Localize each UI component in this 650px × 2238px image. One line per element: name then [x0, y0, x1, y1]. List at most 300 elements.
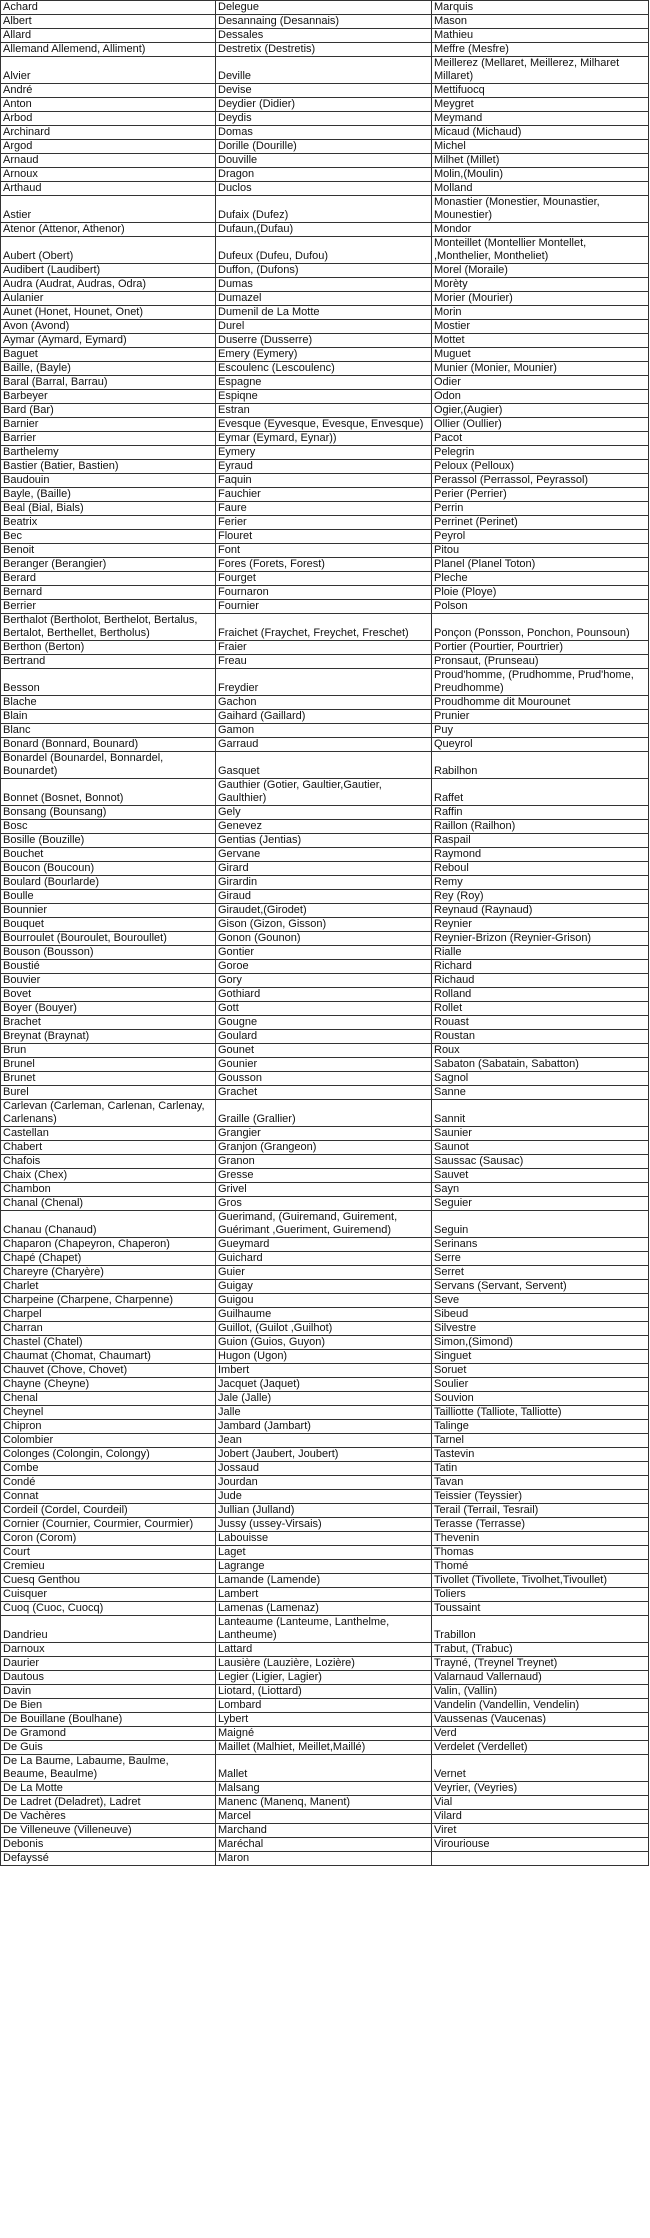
surname-cell-col-2: Manenc (Manenq, Manent): [216, 1796, 432, 1810]
surname-cell-col-3: Reynaud (Raynaud): [432, 904, 649, 918]
surname-cell-col-2: Jale (Jalle): [216, 1392, 432, 1406]
surname-cell-col-2: Estran: [216, 404, 432, 418]
surname-cell-col-2: Freydier: [216, 669, 432, 696]
table-row: [1, 1155, 649, 1169]
surname-cell-col-2: Lybert: [216, 1713, 432, 1727]
table-row: [1, 1755, 649, 1782]
surname-cell-col-1: Arnaud: [1, 154, 216, 168]
surname-cell-col-2: Gounier: [216, 1058, 432, 1072]
surname-cell-col-2: Jossaud: [216, 1462, 432, 1476]
surname-cell-col-1: Arthaud: [1, 182, 216, 196]
surname-cell-col-3: Sibeud: [432, 1308, 649, 1322]
surname-cell-col-3: Portier (Pourtier, Pourtrier): [432, 641, 649, 655]
table-row: [1, 641, 649, 655]
table-row: [1, 710, 649, 724]
surname-cell-col-2: Gentias (Jentias): [216, 834, 432, 848]
surname-cell-col-2: Lattard: [216, 1643, 432, 1657]
surname-cell-col-1: Court: [1, 1546, 216, 1560]
surname-cell-col-2: Fores (Forets, Forest): [216, 558, 432, 572]
surname-cell-col-3: Morin: [432, 306, 649, 320]
surname-cell-col-2: Jobert (Jaubert, Joubert): [216, 1448, 432, 1462]
surname-cell-col-1: Berthon (Berton): [1, 641, 216, 655]
surname-cell-col-3: Rabilhon: [432, 752, 649, 779]
surname-cell-col-1: Chaix (Chex): [1, 1169, 216, 1183]
surname-cell-col-2: Flouret: [216, 530, 432, 544]
surname-cell-col-3: Rolland: [432, 988, 649, 1002]
table-row: [1, 1434, 649, 1448]
table-row: [1, 112, 649, 126]
surname-cell-col-2: Graille (Grallier): [216, 1100, 432, 1127]
surname-cell-col-1: Chapé (Chapet): [1, 1252, 216, 1266]
surname-cell-col-2: Font: [216, 544, 432, 558]
surname-cell-col-3: Mathieu: [432, 29, 649, 43]
surname-cell-col-1: Defayssé: [1, 1852, 216, 1866]
table-row: [1, 960, 649, 974]
table-row: [1, 544, 649, 558]
surname-cell-col-1: Aymar (Aymard, Eymard): [1, 334, 216, 348]
table-row: [1, 1364, 649, 1378]
surname-cell-col-3: Munier (Monier, Mounier): [432, 362, 649, 376]
surname-cell-col-2: Jussy (ussey-Virsais): [216, 1518, 432, 1532]
surname-cell-col-1: Chanal (Chenal): [1, 1197, 216, 1211]
surname-cell-col-3: Puy: [432, 724, 649, 738]
surname-cell-col-1: Allard: [1, 29, 216, 43]
surname-cell-col-2: Legier (Ligier, Lagier): [216, 1671, 432, 1685]
table-row: [1, 1058, 649, 1072]
table-row: [1, 1072, 649, 1086]
surname-cell-col-1: Bard (Bar): [1, 404, 216, 418]
surname-cell-col-2: Granjon (Grangeon): [216, 1141, 432, 1155]
surname-cell-col-1: De Vachères: [1, 1810, 216, 1824]
surname-cell-col-1: Beranger (Berangier): [1, 558, 216, 572]
surname-cell-col-3: Mostier: [432, 320, 649, 334]
surname-cell-col-2: Granon: [216, 1155, 432, 1169]
table-row: [1, 84, 649, 98]
table-row: [1, 362, 649, 376]
surname-cell-col-2: Maillet (Malhiet, Meillet,Maillé): [216, 1741, 432, 1755]
surname-cell-col-2: Jourdan: [216, 1476, 432, 1490]
surname-cell-col-1: Condé: [1, 1476, 216, 1490]
table-row: [1, 974, 649, 988]
table-row: [1, 848, 649, 862]
surname-cell-col-2: Goulard: [216, 1030, 432, 1044]
surname-cell-col-3: Sabaton (Sabatain, Sabatton): [432, 1058, 649, 1072]
surname-cell-col-1: Chareyre (Charyère): [1, 1266, 216, 1280]
surname-cell-col-1: Allemand Allemend, Alliment): [1, 43, 216, 57]
surname-cell-col-3: Roustan: [432, 1030, 649, 1044]
surname-cell-col-2: Gousson: [216, 1072, 432, 1086]
surname-cell-col-1: Brun: [1, 1044, 216, 1058]
surname-cell-col-3: Tavan: [432, 1476, 649, 1490]
surname-cell-col-1: Dandrieu: [1, 1616, 216, 1643]
surname-cell-col-3: Trabillon: [432, 1616, 649, 1643]
surname-cell-col-3: Pelegrin: [432, 446, 649, 460]
surname-cell-col-1: Baguet: [1, 348, 216, 362]
surname-cell-col-3: Tivollet (Tivollete, Tivolhet,Tivoullet): [432, 1574, 649, 1588]
surname-cell-col-2: Fourget: [216, 572, 432, 586]
table-row: [1, 1782, 649, 1796]
surname-cell-col-1: Archinard: [1, 126, 216, 140]
table-row: [1, 1350, 649, 1364]
surname-cell-col-1: Charpeine (Charpene, Charpenne): [1, 1294, 216, 1308]
surname-cell-col-3: Pleche: [432, 572, 649, 586]
surname-cell-col-3: Ollier (Oullier): [432, 418, 649, 432]
table-row: [1, 614, 649, 641]
surname-cell-col-3: Verdelet (Verdellet): [432, 1741, 649, 1755]
surname-cell-col-1: Bosc: [1, 820, 216, 834]
surname-cell-col-1: Chastel (Chatel): [1, 1336, 216, 1350]
surname-cell-col-2: Faure: [216, 502, 432, 516]
surname-cell-col-1: Carlevan (Carleman, Carlenan, Carlenay, Carlenans): [1, 1100, 216, 1127]
table-row: [1, 738, 649, 752]
surname-cell-col-3: Reynier: [432, 918, 649, 932]
surname-cell-col-2: Guigou: [216, 1294, 432, 1308]
surname-cell-col-3: Serinans: [432, 1238, 649, 1252]
table-row: [1, 1378, 649, 1392]
surname-cell-col-2: Gougne: [216, 1016, 432, 1030]
surname-cell-col-3: Raffet: [432, 779, 649, 806]
surname-cell-col-2: Jean: [216, 1434, 432, 1448]
surname-cell-col-2: Imbert: [216, 1364, 432, 1378]
surname-cell-col-3: Odon: [432, 390, 649, 404]
surname-cell-col-2: Gison (Gizon, Gisson): [216, 918, 432, 932]
surname-cell-col-3: Proudhomme dit Mourounet: [432, 696, 649, 710]
surname-cell-col-2: Fournier: [216, 600, 432, 614]
surname-cell-col-2: Dorille (Dourille): [216, 140, 432, 154]
surname-cell-col-3: Queyrol: [432, 738, 649, 752]
table-row: [1, 474, 649, 488]
table-row: [1, 1546, 649, 1560]
table-row: [1, 278, 649, 292]
surname-cell-col-3: Seguin: [432, 1211, 649, 1238]
table-row: [1, 876, 649, 890]
table-row: [1, 1030, 649, 1044]
table-row: [1, 1086, 649, 1100]
table-row: [1, 1252, 649, 1266]
surname-cell-col-3: Talinge: [432, 1420, 649, 1434]
surname-cell-col-3: Ponçon (Ponsson, Ponchon, Pounsoun): [432, 614, 649, 641]
surname-cell-col-2: Gamon: [216, 724, 432, 738]
surname-cell-col-1: Brunel: [1, 1058, 216, 1072]
table-row: [1, 43, 649, 57]
table-row: [1, 558, 649, 572]
surname-cell-col-3: Raffin: [432, 806, 649, 820]
surname-cell-col-3: Vernet: [432, 1755, 649, 1782]
table-row: [1, 182, 649, 196]
surname-cell-col-1: Benoit: [1, 544, 216, 558]
surname-cell-col-1: De Gramond: [1, 1727, 216, 1741]
table-row: [1, 168, 649, 182]
table-row: [1, 1336, 649, 1350]
surname-cell-col-3: Rey (Roy): [432, 890, 649, 904]
surname-cell-col-3: Trayné, (Treynel Treynet): [432, 1657, 649, 1671]
surname-cell-col-3: Serre: [432, 1252, 649, 1266]
table-row: [1, 418, 649, 432]
surname-cell-col-1: Castellan: [1, 1127, 216, 1141]
surname-cell-col-2: Evesque (Eyvesque, Evesque, Envesque): [216, 418, 432, 432]
surname-cell-col-1: Colombier: [1, 1434, 216, 1448]
surname-cell-col-1: Brachet: [1, 1016, 216, 1030]
surname-cell-col-3: Morier (Mourier): [432, 292, 649, 306]
surname-cell-col-1: Berthalot (Bertholot, Berthelot, Bertalus, Bertalot, Berthellet, Bertholus): [1, 614, 216, 641]
table-row: [1, 154, 649, 168]
surname-cell-col-2: Fraier: [216, 641, 432, 655]
table-row: [1, 334, 649, 348]
table-row: [1, 530, 649, 544]
surname-cell-col-1: Chambon: [1, 1183, 216, 1197]
surname-cell-col-1: De Ladret (Deladret), Ladret: [1, 1796, 216, 1810]
surname-cell-col-3: Terail (Terrail, Tesrail): [432, 1504, 649, 1518]
surname-cell-col-3: Peyrol: [432, 530, 649, 544]
table-row: [1, 1294, 649, 1308]
table-row: [1, 140, 649, 154]
surname-cell-col-3: Monteillet (Montellier Montellet, ,Monthelier, Montheliet): [432, 237, 649, 264]
surname-cell-col-2: Eymery: [216, 446, 432, 460]
surname-cell-col-2: Dumazel: [216, 292, 432, 306]
surname-cell-col-1: André: [1, 84, 216, 98]
surname-cell-col-3: Sannit: [432, 1100, 649, 1127]
surname-cell-col-3: Planel (Planel Toton): [432, 558, 649, 572]
table-row: [1, 572, 649, 586]
surname-cell-col-3: Trabut, (Trabuc): [432, 1643, 649, 1657]
surname-cell-col-2: Desannaing (Desannais): [216, 15, 432, 29]
surname-cell-col-2: Gounet: [216, 1044, 432, 1058]
surname-cell-col-3: Perassol (Perrassol, Peyrassol): [432, 474, 649, 488]
surname-cell-col-2: Gott: [216, 1002, 432, 1016]
surname-cell-col-1: Chaumat (Chomat, Chaumart): [1, 1350, 216, 1364]
surname-cell-col-2: Emery (Eymery): [216, 348, 432, 362]
surname-table-body: [1, 1, 649, 1866]
surname-cell-col-1: Cuisquer: [1, 1588, 216, 1602]
surname-cell-col-2: Maron: [216, 1852, 432, 1866]
surname-cell-col-3: Mondor: [432, 223, 649, 237]
table-row: [1, 98, 649, 112]
table-row: [1, 1169, 649, 1183]
surname-cell-col-2: Espiqne: [216, 390, 432, 404]
surname-cell-col-2: Dufaix (Dufez): [216, 196, 432, 223]
surname-cell-col-1: Berard: [1, 572, 216, 586]
surname-cell-col-2: Guilhaume: [216, 1308, 432, 1322]
surname-cell-col-3: Raspail: [432, 834, 649, 848]
surname-cell-col-3: Muguet: [432, 348, 649, 362]
surname-cell-col-1: Boustié: [1, 960, 216, 974]
surname-cell-col-2: Escoulenc (Lescoulenc): [216, 362, 432, 376]
table-row: [1, 488, 649, 502]
surname-cell-col-1: Beatrix: [1, 516, 216, 530]
surname-cell-col-1: Blain: [1, 710, 216, 724]
surname-cell-col-2: Dessales: [216, 29, 432, 43]
surname-cell-col-3: Perrin: [432, 502, 649, 516]
surname-cell-col-3: Ploie (Ploye): [432, 586, 649, 600]
surname-cell-col-1: Cuesq Genthou: [1, 1574, 216, 1588]
table-row: [1, 1643, 649, 1657]
surname-cell-col-3: Milhet (Millet): [432, 154, 649, 168]
surname-cell-col-1: Cornier (Cournier, Courmier, Courmier): [1, 1518, 216, 1532]
table-row: [1, 669, 649, 696]
table-row: [1, 1183, 649, 1197]
surname-cell-col-3: Perier (Perrier): [432, 488, 649, 502]
table-row: [1, 1197, 649, 1211]
surname-cell-col-3: Marquis: [432, 1, 649, 15]
table-row: [1, 1211, 649, 1238]
table-row: [1, 1657, 649, 1671]
table-row: [1, 1266, 649, 1280]
table-row: [1, 376, 649, 390]
surname-cell-col-2: Guichard: [216, 1252, 432, 1266]
surname-cell-col-1: Bastier (Batier, Bastien): [1, 460, 216, 474]
surname-cell-col-1: Burel: [1, 1086, 216, 1100]
surname-cell-col-3: Terasse (Terrasse): [432, 1518, 649, 1532]
surname-cell-col-2: Duffon, (Dufons): [216, 264, 432, 278]
surname-cell-col-3: Tastevin: [432, 1448, 649, 1462]
surname-cell-col-3: Prunier: [432, 710, 649, 724]
surname-cell-col-2: Gueymard: [216, 1238, 432, 1252]
surname-cell-col-3: Sayn: [432, 1183, 649, 1197]
surname-cell-col-3: Michel: [432, 140, 649, 154]
surname-cell-col-1: De Villeneuve (Villeneuve): [1, 1824, 216, 1838]
surname-cell-col-3: Valarnaud Vallernaud): [432, 1671, 649, 1685]
surname-cell-col-2: Eymar (Eymard, Eynar)): [216, 432, 432, 446]
surname-cell-col-1: De Guis: [1, 1741, 216, 1755]
surname-cell-col-1: Colonges (Colongin, Colongy): [1, 1448, 216, 1462]
table-row: [1, 820, 649, 834]
surname-cell-col-1: Bernard: [1, 586, 216, 600]
table-row: [1, 655, 649, 669]
surname-cell-col-2: Dragon: [216, 168, 432, 182]
table-row: [1, 1824, 649, 1838]
surname-cell-col-2: Jullian (Julland): [216, 1504, 432, 1518]
surname-cell-col-2: Genevez: [216, 820, 432, 834]
surname-cell-col-3: Virouriouse: [432, 1838, 649, 1852]
surname-cell-col-3: Verd: [432, 1727, 649, 1741]
surname-cell-col-1: Baral (Barral, Barrau): [1, 376, 216, 390]
surname-cell-col-3: [432, 1852, 649, 1866]
surname-cell-col-2: Fournaron: [216, 586, 432, 600]
surname-cell-col-3: Viret: [432, 1824, 649, 1838]
surname-cell-col-2: Guillot, (Guilot ,Guilhot): [216, 1322, 432, 1336]
surname-cell-col-2: Garraud: [216, 738, 432, 752]
surname-cell-col-3: Molland: [432, 182, 649, 196]
surname-cell-col-3: Reynier-Brizon (Reynier-Grison): [432, 932, 649, 946]
surname-cell-col-2: Guier: [216, 1266, 432, 1280]
surname-cell-col-2: Laget: [216, 1546, 432, 1560]
surname-cell-col-1: Chipron: [1, 1420, 216, 1434]
surname-cell-col-3: Pitou: [432, 544, 649, 558]
surname-cell-col-1: Debonis: [1, 1838, 216, 1852]
table-row: [1, 348, 649, 362]
surname-cell-col-1: Barrier: [1, 432, 216, 446]
surname-cell-col-2: Hugon (Ugon): [216, 1350, 432, 1364]
table-row: [1, 946, 649, 960]
surname-cell-col-2: Lausière (Lauzière, Lozière): [216, 1657, 432, 1671]
table-row: [1, 196, 649, 223]
table-row: [1, 1532, 649, 1546]
table-row: [1, 696, 649, 710]
surname-cell-col-1: Cuoq (Cuoc, Cuocq): [1, 1602, 216, 1616]
surname-cell-col-3: Souvion: [432, 1392, 649, 1406]
surname-cell-col-2: Duserre (Dusserre): [216, 334, 432, 348]
surname-cell-col-1: Argod: [1, 140, 216, 154]
surname-cell-col-3: Roux: [432, 1044, 649, 1058]
table-row: [1, 1560, 649, 1574]
surname-cell-col-1: Connat: [1, 1490, 216, 1504]
table-row: [1, 446, 649, 460]
surname-cell-col-3: Valin, (Vallin): [432, 1685, 649, 1699]
table-row: [1, 1518, 649, 1532]
surname-cell-col-2: Fraichet (Fraychet, Freychet, Freschet): [216, 614, 432, 641]
surname-cell-col-2: Jambard (Jambart): [216, 1420, 432, 1434]
surname-cell-col-3: Saunier: [432, 1127, 649, 1141]
surname-cell-col-2: Mallet: [216, 1755, 432, 1782]
surname-cell-col-2: Espagne: [216, 376, 432, 390]
surname-cell-col-2: Guerimand, (Guiremand, Guirement, Guérimant ,Gueriment, Guiremend): [216, 1211, 432, 1238]
surname-cell-col-2: Gros: [216, 1197, 432, 1211]
surname-cell-col-1: Besson: [1, 669, 216, 696]
surname-cell-col-1: Combe: [1, 1462, 216, 1476]
surname-cell-col-3: Meygret: [432, 98, 649, 112]
surname-cell-col-2: Dumas: [216, 278, 432, 292]
table-row: [1, 516, 649, 530]
surname-cell-col-1: Chafois: [1, 1155, 216, 1169]
surname-cell-col-3: Raymond: [432, 848, 649, 862]
surname-cell-col-3: Seguier: [432, 1197, 649, 1211]
table-row: [1, 1727, 649, 1741]
surname-cell-col-2: Dufeux (Dufeu, Dufou): [216, 237, 432, 264]
table-row: [1, 806, 649, 820]
table-row: [1, 15, 649, 29]
surname-cell-col-3: Meymand: [432, 112, 649, 126]
surname-cell-col-1: Bouquet: [1, 918, 216, 932]
surname-cell-col-1: Brunet: [1, 1072, 216, 1086]
table-row: [1, 1100, 649, 1127]
surname-cell-col-2: Gory: [216, 974, 432, 988]
table-row: [1, 1741, 649, 1755]
table-row: [1, 1002, 649, 1016]
surname-cell-col-2: Girard: [216, 862, 432, 876]
surname-cell-col-1: Bouchet: [1, 848, 216, 862]
surname-cell-col-2: Destretix (Destretis): [216, 43, 432, 57]
surname-cell-col-3: Micaud (Michaud): [432, 126, 649, 140]
table-row: [1, 1796, 649, 1810]
surname-cell-col-3: Remy: [432, 876, 649, 890]
surname-cell-col-1: Bonard (Bonnard, Bounard): [1, 738, 216, 752]
surname-cell-col-2: Gasquet: [216, 752, 432, 779]
surname-cell-col-2: Jude: [216, 1490, 432, 1504]
surname-cell-col-1: Breynat (Braynat): [1, 1030, 216, 1044]
surname-cell-col-2: Lanteaume (Lanteume, Lanthelme, Lantheume): [216, 1616, 432, 1643]
surname-cell-col-1: Boulle: [1, 890, 216, 904]
surname-cell-col-3: Reboul: [432, 862, 649, 876]
surname-cell-col-1: Chaparon (Chapeyron, Chaperon): [1, 1238, 216, 1252]
surname-cell-col-1: Boulard (Bourlarde): [1, 876, 216, 890]
surname-cell-col-2: Liotard, (Liottard): [216, 1685, 432, 1699]
surname-cell-col-3: Morèty: [432, 278, 649, 292]
table-row: [1, 1406, 649, 1420]
surname-cell-col-1: Blanc: [1, 724, 216, 738]
surname-cell-col-2: Durel: [216, 320, 432, 334]
surname-cell-col-3: Singuet: [432, 1350, 649, 1364]
surname-cell-col-1: Charlet: [1, 1280, 216, 1294]
surname-cell-col-1: Audibert (Laudibert): [1, 264, 216, 278]
surname-cell-col-1: Bovet: [1, 988, 216, 1002]
table-row: [1, 1685, 649, 1699]
surname-cell-col-1: De La Motte: [1, 1782, 216, 1796]
surname-cell-col-2: Labouisse: [216, 1532, 432, 1546]
table-row: [1, 1141, 649, 1155]
surname-cell-col-1: Avon (Avond): [1, 320, 216, 334]
table-row: [1, 223, 649, 237]
surname-cell-col-1: Dautous: [1, 1671, 216, 1685]
